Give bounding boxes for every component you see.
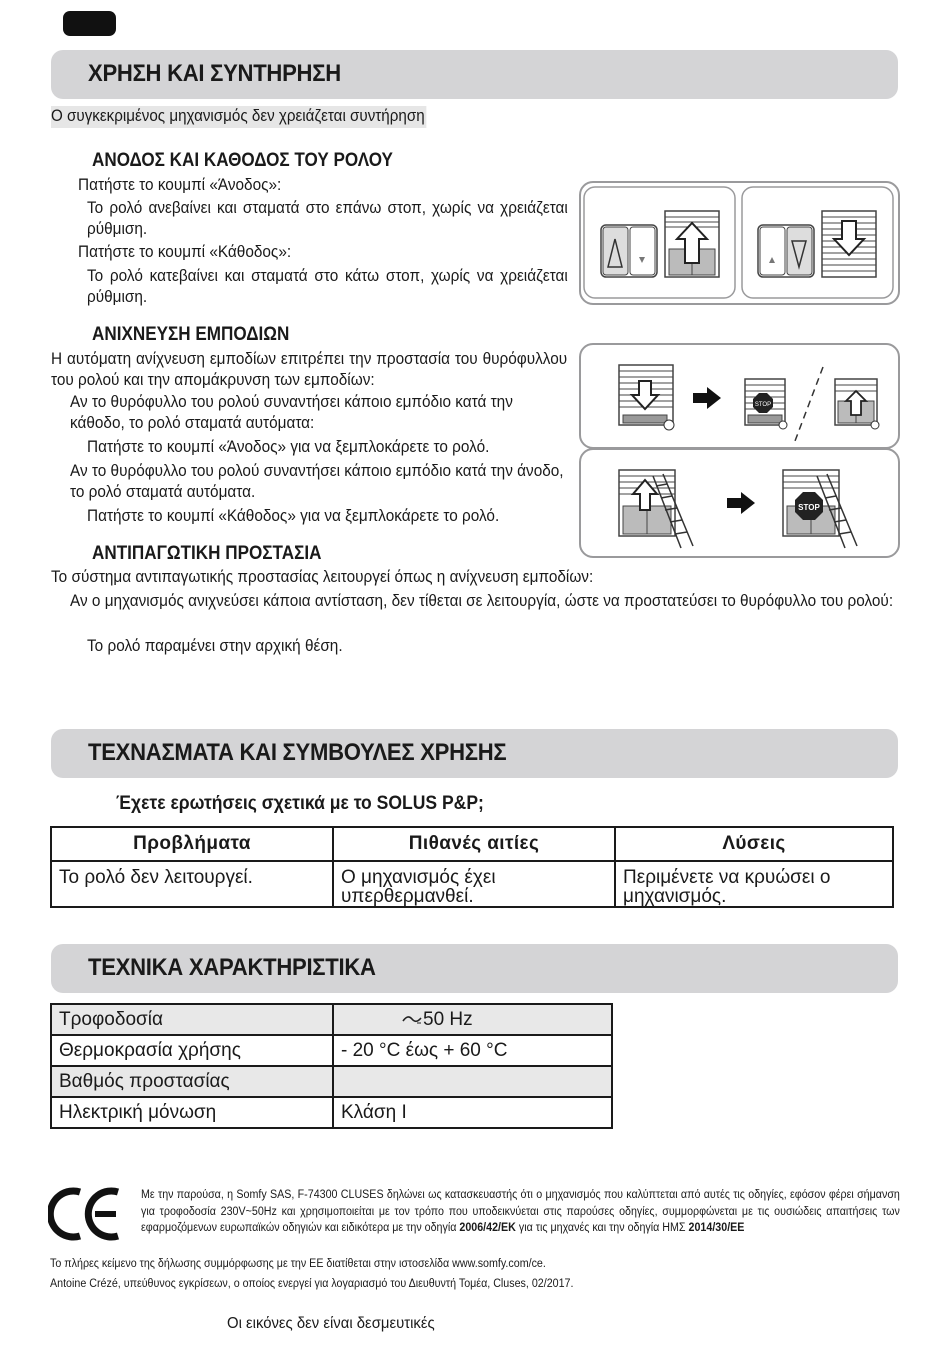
cause-cell: Ο μηχανισμός έχει υπερθερμανθεί. [333, 861, 615, 907]
solution-cell: Περιμένετε να κρυώσει ο μηχανισμός. [615, 861, 893, 907]
stop-sign-label: STOP [754, 402, 772, 408]
blind-stop-icon [745, 379, 787, 429]
declaration-text-a: Με την παρούσα, η Somfy SAS, F-74300 CLUSES δηλώνει ως κατασκευαστής ότι ο μηχανισμός που καλύπτεται από αυτές τις οδηγίες, εφόσον φέρει σήμανση για τροφοδοσία 230V~50Hz και χρησιμοποιείται με τον τρόπο που υποδεικνύεται στις παρούσες οδηγίες, συμμορφώνεται με τις ουσιώδεις απαιτήσεις των εφαρμοζόμενων ευρωπαϊκών οδηγιών και ειδικότερα με την οδηγία [141, 1189, 900, 1234]
press-down-text: Πατήστε το κουμπί «Κάθοδος»: [78, 243, 292, 261]
column-header-causes: Πιθανές αιτίες [333, 827, 615, 861]
full-text-note: Το πλήρες κείμενο της δήλωσης συμμόρφωσης με την ΕΕ διατίθεται στην ιστοσελίδα www.somfy.com/ce. [50, 1258, 546, 1270]
disclaimer: Οι εικόνες δεν είναι δεσμευτικές [227, 1315, 435, 1332]
figure-obstacle-ascent [579, 448, 900, 558]
arrow-right-icon [727, 492, 755, 514]
obstacle-title: ΑΝΙΧΝΕΥΣΗ ΕΜΠΟΔΙΩΝ [92, 324, 290, 345]
table-row [51, 1004, 612, 1035]
table-row [51, 1066, 612, 1097]
troubleshooting-table [50, 826, 894, 908]
obstacle-case-2: Αν το θυρόφυλλο του ρολού συναντήσει κάποιο εμπόδιο κατά την άνοδο, το ρολό σταματά αυτόματα. [70, 462, 564, 501]
blind-down-icon [822, 211, 876, 277]
blind-ladder-stop-icon [783, 470, 857, 548]
stop-sign-label: STOP [798, 503, 820, 512]
spec-label: Ηλεκτρική μόνωση [51, 1097, 333, 1128]
table-row [51, 861, 893, 907]
tips-question: Έχετε ερωτήσεις σχετικά με το SOLUS P&P; [116, 792, 484, 814]
directive-emc: 2014/30/ΕΕ [688, 1222, 745, 1234]
signature-note: Antoine Crézé, υπεύθυνος εγκρίσεων, ο οποίος ενεργεί για λογαριασμό του Διευθυντή Τομέα, Cluses, 02/2017. [50, 1278, 574, 1290]
tech-specs-table [50, 1003, 613, 1129]
switch-up-pressed-icon [601, 225, 657, 277]
antifreeze-result: Το ρολό παραμένει στην αρχική θέση. [87, 637, 343, 655]
obstacle-descent-illustration [581, 345, 898, 447]
figure-up-down [579, 181, 900, 305]
spec-label: Τροφοδοσία [51, 1004, 333, 1035]
blind-released-up-icon [835, 379, 879, 429]
down-result-text: Το ρολό κατεβαίνει και σταματά στο κάτω στοπ, χωρίς να χρειάζεται ρύθμιση. [87, 267, 568, 306]
antifreeze-case: Αν ο μηχανισμός ανιχνεύσει κάποια αντίσταση, δεν τίθεται σε λειτουργία, ώστε να προστατεύσει το θυρόφυλλο του ρολού: [70, 592, 894, 610]
ce-mark-icon [48, 1186, 124, 1242]
section-title: ΧΡΗΣΗ ΚΑΙ ΣΥΝΤΗΡΗΣΗ [88, 60, 341, 87]
section-title: ΤΕΧΝΑΣΜΑΤΑ ΚΑΙ ΣΥΜΒΟΥΛΕΣ ΧΡΗΣΗΣ [88, 739, 507, 766]
up-down-illustration [581, 183, 898, 303]
blind-obstacle-down-icon [619, 365, 674, 430]
ce-mark-logo [48, 1186, 124, 1242]
spec-label: Θερμοκρασία χρήσης [51, 1035, 333, 1066]
table-row [51, 1035, 612, 1066]
obstacle-action-1: Πατήστε το κουμπί «Άνοδος» για να ξεμπλοκάρετε το ρολό. [87, 438, 490, 456]
maintenance-note: Ο συγκεκριμένος μηχανισμός δεν χρειάζεται συντήρηση [51, 106, 426, 128]
spec-value: Κλάση I [333, 1097, 612, 1128]
antifreeze-title: ΑΝΤΙΠΑΓΩΤΙΚΗ ΠΡΟΣΤΑΣΙΑ [92, 543, 322, 564]
table-row [51, 1097, 612, 1128]
press-up-text: Πατήστε το κουμπί «Άνοδος»: [78, 176, 282, 194]
spec-value [333, 1004, 612, 1035]
obstacle-case-1: Αν το θυρόφυλλο του ρολού συναντήσει κάποιο εμπόδιο κατά την κάθοδο, το ρολό σταματά αυτόματα: [70, 393, 513, 432]
section-header-usage [51, 50, 898, 99]
figure-obstacle-descent [579, 343, 900, 449]
updown-title: ΑΝΟΔΟΣ ΚΑΙ ΚΑΘΟΔΟΣ ΤΟΥ ΡΟΛΟΥ [92, 150, 393, 171]
arrow-right-icon [693, 387, 721, 409]
antifreeze-intro: Το σύστημα αντιπαγωτικής προστασίας λειτουργεί όπως η ανίχνευση εμποδίων: [51, 568, 594, 586]
obstacle-intro: Η αυτόματη ανίχνευση εμποδίων επιτρέπει την προστασία του θυρόφυλλου του ρολού και την απομάκρυνση των εμποδίων: [51, 350, 568, 389]
up-result-text: Το ρολό ανεβαίνει και σταματά στο επάνω στοπ, χωρίς να χρειάζεται ρύθμιση. [87, 199, 568, 238]
obstacle-ascent-illustration [581, 450, 898, 556]
section-title: ΤΕΧΝΙΚΑ ΧΑΡΑΚΤΗΡΙΣΤΙΚΑ [88, 954, 376, 981]
column-header-solutions: Λύσεις [615, 827, 893, 861]
conformity-declaration [141, 1187, 900, 1237]
section-header-tips [51, 729, 898, 778]
spec-value [333, 1066, 612, 1097]
column-header-problems: Προβλήματα [51, 827, 333, 861]
spec-value: - 20 °C έως + 60 °C [333, 1035, 612, 1066]
language-tab [63, 11, 116, 36]
ac-current-icon [401, 1013, 423, 1025]
power-frequency-value: 50 Hz [423, 1008, 473, 1030]
obstacle-action-2: Πατήστε το κουμπί «Κάθοδος» για να ξεμπλοκάρετε το ρολό. [87, 507, 500, 525]
problem-cell: Το ρολό δεν λειτουργεί. [51, 861, 333, 907]
directive-machinery: 2006/42/ΕΚ [459, 1222, 516, 1234]
switch-down-pressed-icon [758, 225, 814, 277]
spec-label: Βαθμός προστασίας [51, 1066, 333, 1097]
table-header-row [51, 827, 893, 861]
blind-ladder-up-icon [619, 470, 675, 536]
declaration-text-b: για τις μηχανές και την οδηγία ΗΜΣ [518, 1222, 686, 1234]
blind-up-icon [665, 211, 719, 277]
section-header-tech [51, 944, 898, 993]
